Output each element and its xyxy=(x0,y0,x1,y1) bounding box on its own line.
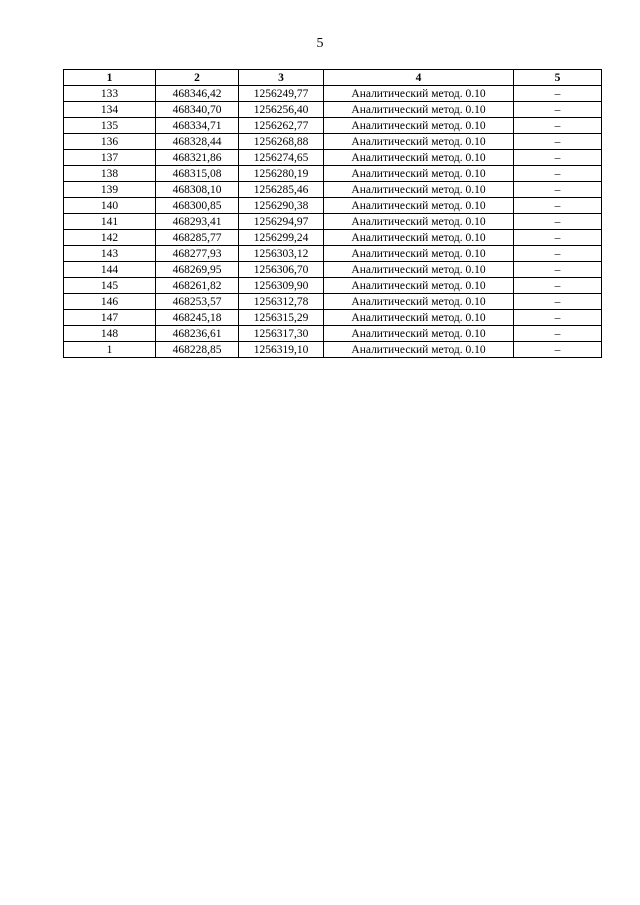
x-coordinate-cell: 468308,10 xyxy=(156,182,239,198)
x-coordinate-cell: 468228,85 xyxy=(156,342,239,358)
point-number-cell: 133 xyxy=(64,86,156,102)
error-cell: – xyxy=(514,118,602,134)
y-coordinate-cell: 1256299,24 xyxy=(239,230,324,246)
y-coordinate-cell: 1256319,10 xyxy=(239,342,324,358)
table-row xyxy=(64,182,602,198)
table-row xyxy=(64,166,602,182)
table-row xyxy=(64,198,602,214)
y-coordinate-cell: 1256280,19 xyxy=(239,166,324,182)
method-cell: Аналитический метод. 0.10 xyxy=(324,118,514,134)
method-cell: Аналитический метод. 0.10 xyxy=(324,150,514,166)
header-cell-3: 3 xyxy=(239,70,324,86)
y-coordinate-cell: 1256256,40 xyxy=(239,102,324,118)
error-cell: – xyxy=(514,262,602,278)
table-row xyxy=(64,310,602,326)
y-coordinate-cell: 1256315,29 xyxy=(239,310,324,326)
error-cell: – xyxy=(514,278,602,294)
point-number-cell: 137 xyxy=(64,150,156,166)
point-number-cell: 142 xyxy=(64,230,156,246)
method-cell: Аналитический метод. 0.10 xyxy=(324,342,514,358)
header-cell-5: 5 xyxy=(514,70,602,86)
error-cell: – xyxy=(514,310,602,326)
y-coordinate-cell: 1256249,77 xyxy=(239,86,324,102)
page-number: 5 xyxy=(316,36,324,51)
point-number-cell: 1 xyxy=(64,342,156,358)
table-row xyxy=(64,294,602,310)
error-cell: – xyxy=(514,134,602,150)
point-number-cell: 147 xyxy=(64,310,156,326)
table-row xyxy=(64,262,602,278)
point-number-cell: 143 xyxy=(64,246,156,262)
x-coordinate-cell: 468300,85 xyxy=(156,198,239,214)
x-coordinate-cell: 468245,18 xyxy=(156,310,239,326)
table-row xyxy=(64,326,602,342)
method-cell: Аналитический метод. 0.10 xyxy=(324,198,514,214)
point-number-cell: 140 xyxy=(64,198,156,214)
point-number-cell: 138 xyxy=(64,166,156,182)
y-coordinate-cell: 1256294,97 xyxy=(239,214,324,230)
method-cell: Аналитический метод. 0.10 xyxy=(324,262,514,278)
table-row xyxy=(64,342,602,358)
table-header xyxy=(64,70,602,86)
point-number-cell: 134 xyxy=(64,102,156,118)
error-cell: – xyxy=(514,342,602,358)
table-row xyxy=(64,86,602,102)
method-cell: Аналитический метод. 0.10 xyxy=(324,294,514,310)
point-number-cell: 136 xyxy=(64,134,156,150)
error-cell: – xyxy=(514,198,602,214)
table-row xyxy=(64,246,602,262)
table-row xyxy=(64,118,602,134)
error-cell: – xyxy=(514,230,602,246)
table-row xyxy=(64,102,602,118)
point-number-cell: 145 xyxy=(64,278,156,294)
x-coordinate-cell: 468346,42 xyxy=(156,86,239,102)
point-number-cell: 146 xyxy=(64,294,156,310)
x-coordinate-cell: 468277,93 xyxy=(156,246,239,262)
method-cell: Аналитический метод. 0.10 xyxy=(324,166,514,182)
header-row xyxy=(64,70,602,86)
method-cell: Аналитический метод. 0.10 xyxy=(324,246,514,262)
error-cell: – xyxy=(514,246,602,262)
x-coordinate-cell: 468293,41 xyxy=(156,214,239,230)
method-cell: Аналитический метод. 0.10 xyxy=(324,134,514,150)
method-cell: Аналитический метод. 0.10 xyxy=(324,182,514,198)
x-coordinate-cell: 468340,70 xyxy=(156,102,239,118)
x-coordinate-cell: 468285,77 xyxy=(156,230,239,246)
table-row xyxy=(64,214,602,230)
table-row xyxy=(64,230,602,246)
x-coordinate-cell: 468253,57 xyxy=(156,294,239,310)
method-cell: Аналитический метод. 0.10 xyxy=(324,326,514,342)
x-coordinate-cell: 468315,08 xyxy=(156,166,239,182)
x-coordinate-cell: 468236,61 xyxy=(156,326,239,342)
x-coordinate-cell: 468269,95 xyxy=(156,262,239,278)
coordinates-table xyxy=(63,69,602,358)
y-coordinate-cell: 1256312,78 xyxy=(239,294,324,310)
y-coordinate-cell: 1256306,70 xyxy=(239,262,324,278)
error-cell: – xyxy=(514,150,602,166)
y-coordinate-cell: 1256268,88 xyxy=(239,134,324,150)
method-cell: Аналитический метод. 0.10 xyxy=(324,278,514,294)
error-cell: – xyxy=(514,102,602,118)
method-cell: Аналитический метод. 0.10 xyxy=(324,310,514,326)
method-cell: Аналитический метод. 0.10 xyxy=(324,214,514,230)
error-cell: – xyxy=(514,326,602,342)
y-coordinate-cell: 1256317,30 xyxy=(239,326,324,342)
error-cell: – xyxy=(514,86,602,102)
point-number-cell: 139 xyxy=(64,182,156,198)
header-cell-4: 4 xyxy=(324,70,514,86)
y-coordinate-cell: 1256262,77 xyxy=(239,118,324,134)
error-cell: – xyxy=(514,294,602,310)
y-coordinate-cell: 1256309,90 xyxy=(239,278,324,294)
point-number-cell: 141 xyxy=(64,214,156,230)
point-number-cell: 135 xyxy=(64,118,156,134)
error-cell: – xyxy=(514,182,602,198)
y-coordinate-cell: 1256303,12 xyxy=(239,246,324,262)
x-coordinate-cell: 468321,86 xyxy=(156,150,239,166)
point-number-cell: 144 xyxy=(64,262,156,278)
method-cell: Аналитический метод. 0.10 xyxy=(324,230,514,246)
y-coordinate-cell: 1256285,46 xyxy=(239,182,324,198)
header-cell-1: 1 xyxy=(64,70,156,86)
table-row xyxy=(64,278,602,294)
error-cell: – xyxy=(514,166,602,182)
x-coordinate-cell: 468334,71 xyxy=(156,118,239,134)
table-row xyxy=(64,150,602,166)
point-number-cell: 148 xyxy=(64,326,156,342)
x-coordinate-cell: 468261,82 xyxy=(156,278,239,294)
method-cell: Аналитический метод. 0.10 xyxy=(324,86,514,102)
x-coordinate-cell: 468328,44 xyxy=(156,134,239,150)
header-cell-2: 2 xyxy=(156,70,239,86)
table-row xyxy=(64,134,602,150)
y-coordinate-cell: 1256290,38 xyxy=(239,198,324,214)
y-coordinate-cell: 1256274,65 xyxy=(239,150,324,166)
table-body xyxy=(64,86,602,358)
method-cell: Аналитический метод. 0.10 xyxy=(324,102,514,118)
error-cell: – xyxy=(514,214,602,230)
